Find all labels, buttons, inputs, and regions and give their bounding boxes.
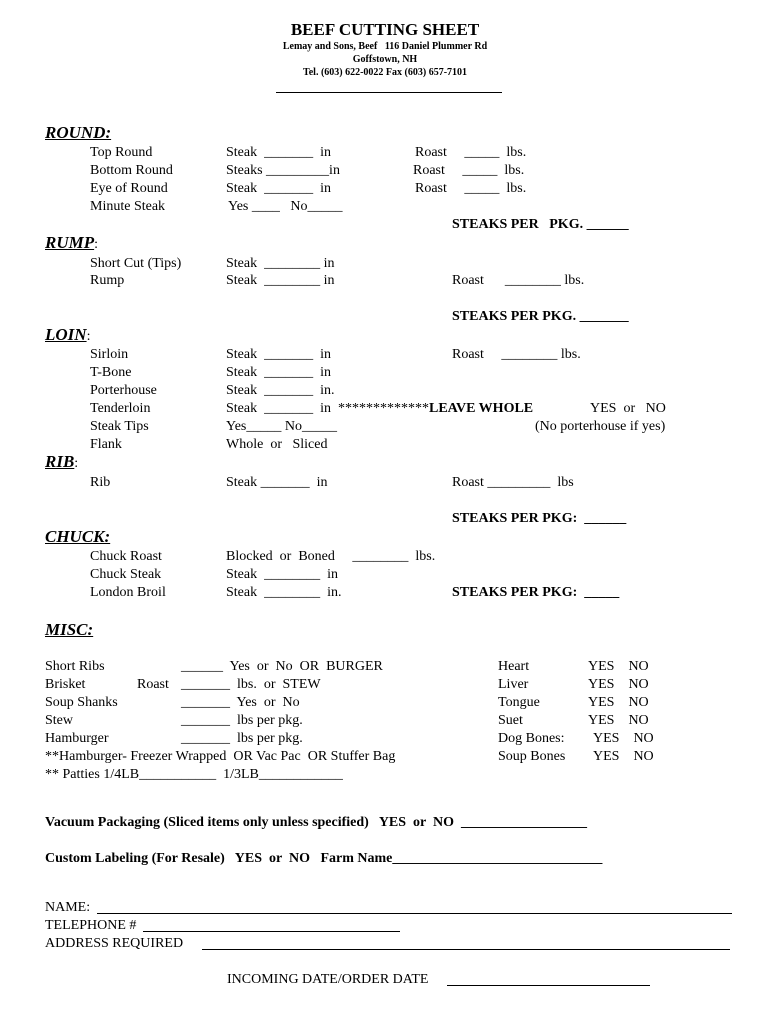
liver-label: Liver <box>498 677 529 692</box>
brisket-field[interactable]: _______ lbs. or STEW <box>181 677 321 692</box>
rib-steak-field[interactable]: Steak _______ in <box>226 475 328 490</box>
tongue-label: Tongue <box>498 695 540 710</box>
chuck-roast-label: Chuck Roast <box>90 549 162 564</box>
soup-shanks-label: Soup Shanks <box>45 695 118 710</box>
short-cut-steak-field[interactable]: Steak ________ in <box>226 256 335 271</box>
business-phone: Tel. (603) 622-0022 Fax (603) 657-7101 <box>302 67 468 78</box>
top-round-steak-field[interactable]: Steak _______ in <box>226 145 331 160</box>
short-cut-tips-label: Short Cut (Tips) <box>90 256 182 271</box>
address-field[interactable] <box>202 949 730 950</box>
incoming-date-label: INCOMING DATE/ORDER DATE <box>227 972 429 987</box>
section-loin-heading: LOIN: <box>45 325 91 344</box>
bottom-round-steak-field[interactable]: Steaks _________in <box>226 163 340 178</box>
suet-yes-no[interactable]: YES NO <box>588 713 649 728</box>
round-steaks-per-pkg[interactable]: STEAKS PER PKG. ______ <box>452 217 629 232</box>
short-ribs-label: Short Ribs <box>45 659 105 674</box>
business-address: Lemay and Sons, Beef 116 Daniel Plummer Rd <box>282 41 488 52</box>
liver-yes-no[interactable]: YES NO <box>588 677 649 692</box>
page-title: BEEF CUTTING SHEET <box>290 20 480 39</box>
name-field[interactable] <box>97 913 732 914</box>
hamburger-packaging-options[interactable]: **Hamburger- Freezer Wrapped OR Vac Pac OR Stuffer Bag <box>45 749 396 764</box>
leave-whole-label: LEAVE WHOLE <box>429 401 534 416</box>
tongue-yes-no[interactable]: YES NO <box>588 695 649 710</box>
hamburger-field[interactable]: _______ lbs per pkg. <box>181 731 303 746</box>
leave-whole-yes-no[interactable]: YES or NO <box>590 401 666 416</box>
telephone-field[interactable] <box>143 931 400 932</box>
dog-bones-label: Dog Bones: <box>498 731 565 746</box>
eye-of-round-roast-field[interactable]: Roast _____ lbs. <box>415 181 527 196</box>
header-divider <box>276 92 502 93</box>
rib-steaks-per-pkg[interactable]: STEAKS PER PKG: ______ <box>452 511 627 526</box>
flank-label: Flank <box>90 437 122 452</box>
rump-roast-field[interactable]: Roast ________ lbs. <box>452 273 585 288</box>
chuck-steak-field[interactable]: Steak ________ in <box>226 567 338 582</box>
custom-labeling-option[interactable]: Custom Labeling (For Resale) YES or NO Farm Name______________________________ <box>45 851 603 866</box>
porterhouse-label: Porterhouse <box>90 383 157 398</box>
chuck-steaks-per-pkg[interactable]: STEAKS PER PKG: _____ <box>452 585 620 600</box>
section-chuck-heading: CHUCK: <box>45 527 111 546</box>
chuck-roast-field[interactable]: Blocked or Boned ________ lbs. <box>226 549 436 564</box>
heart-label: Heart <box>498 659 530 674</box>
rib-label: Rib <box>90 475 111 490</box>
sirloin-label: Sirloin <box>90 347 129 362</box>
no-porterhouse-note: (No porterhouse if yes) <box>535 419 666 434</box>
stew-field[interactable]: _______ lbs per pkg. <box>181 713 303 728</box>
brisket-label: Brisket <box>45 677 86 692</box>
telephone-label: TELEPHONE # <box>45 918 137 933</box>
vacuum-packaging-option[interactable]: Vacuum Packaging (Sliced items only unless specified) YES or NO __________________ <box>45 815 588 830</box>
steak-tips-yes-no[interactable]: Yes_____ No_____ <box>226 419 337 434</box>
eye-of-round-label: Eye of Round <box>90 181 168 196</box>
chuck-steak-label: Chuck Steak <box>90 567 162 582</box>
london-broil-field[interactable]: Steak ________ in. <box>226 585 342 600</box>
minute-steak-yes-no[interactable]: Yes ____ No_____ <box>225 199 343 214</box>
heart-yes-no[interactable]: YES NO <box>588 659 649 674</box>
name-label: NAME: <box>45 900 91 915</box>
rump-steak-field[interactable]: Steak ________ in <box>226 273 335 288</box>
minute-steak-label: Minute Steak <box>90 199 166 214</box>
brisket-roast-label: Roast <box>137 677 169 692</box>
bottom-round-label: Bottom Round <box>90 163 173 178</box>
tenderloin-label: Tenderloin <box>90 401 151 416</box>
dog-bones-yes-no[interactable]: YES NO <box>593 731 654 746</box>
rib-roast-field[interactable]: Roast _________ lbs <box>452 475 574 490</box>
sirloin-roast-field[interactable]: Roast ________ lbs. <box>452 347 581 362</box>
rump-steaks-per-pkg[interactable]: STEAKS PER PKG. _______ <box>452 309 629 324</box>
bottom-round-roast-field[interactable]: Roast _____ lbs. <box>413 163 525 178</box>
hamburger-label: Hamburger <box>45 731 109 746</box>
section-rib-heading: RIB: <box>45 452 79 471</box>
soup-bones-yes-no[interactable]: YES NO <box>593 749 654 764</box>
short-ribs-field[interactable]: ______ Yes or No OR BURGER <box>181 659 383 674</box>
eye-of-round-steak-field[interactable]: Steak _______ in <box>226 181 331 196</box>
t-bone-steak-field[interactable]: Steak _______ in <box>226 365 331 380</box>
rump-label: Rump <box>90 273 125 288</box>
section-rump-heading: RUMP: <box>45 233 99 252</box>
london-broil-label: London Broil <box>90 585 166 600</box>
tenderloin-steak-field[interactable]: Steak _______ in *************LEAVE WHOLE <box>226 401 534 416</box>
t-bone-label: T-Bone <box>90 365 132 380</box>
patties-options[interactable]: ** Patties 1/4LB___________ 1/3LB____________ <box>45 767 343 782</box>
incoming-date-field[interactable] <box>447 985 650 986</box>
address-label: ADDRESS REQUIRED <box>45 936 184 951</box>
top-round-roast-field[interactable]: Roast _____ lbs. <box>415 145 527 160</box>
section-misc-heading: MISC: <box>45 620 94 639</box>
stew-label: Stew <box>45 713 73 728</box>
steak-tips-label: Steak Tips <box>90 419 149 434</box>
sirloin-steak-field[interactable]: Steak _______ in <box>226 347 331 362</box>
flank-whole-or-sliced[interactable]: Whole or Sliced <box>226 437 328 452</box>
section-round-heading: ROUND: <box>45 123 112 142</box>
soup-bones-label: Soup Bones <box>498 749 566 764</box>
porterhouse-steak-field[interactable]: Steak _______ in. <box>226 383 335 398</box>
suet-label: Suet <box>498 713 523 728</box>
soup-shanks-field[interactable]: _______ Yes or No <box>181 695 300 710</box>
top-round-label: Top Round <box>90 145 153 160</box>
business-city: Goffstown, NH <box>352 54 418 65</box>
